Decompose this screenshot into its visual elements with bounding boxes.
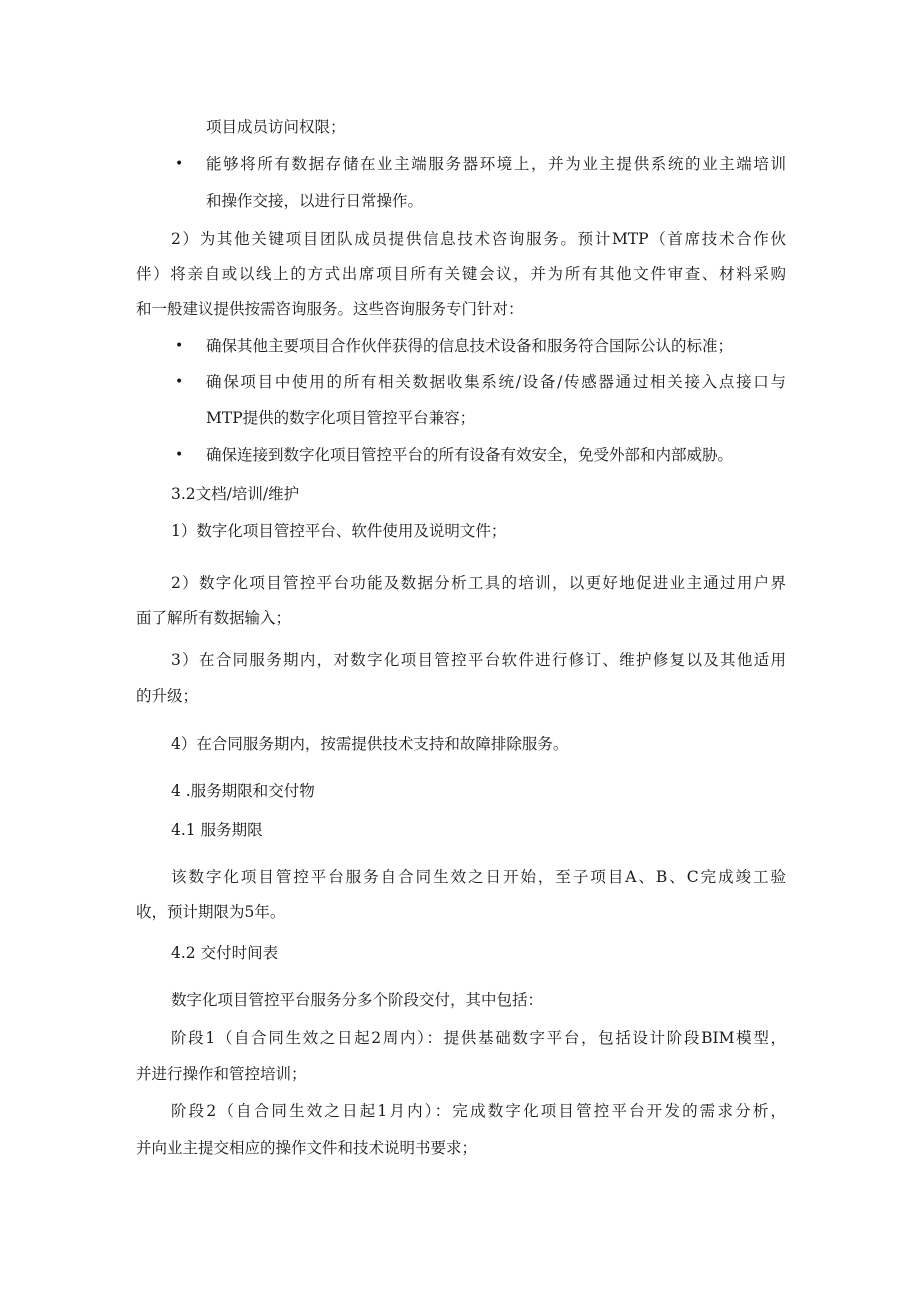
bullet-text-line: 确保其他主要项目合作伙伴获得的信息技术设备和服务符合国际公认的标准； — [206, 337, 734, 355]
bullet-text-line: MTP提供的数字化项目管控平台兼容； — [206, 409, 476, 427]
section-heading-4-1: 4.1 服务期限 — [171, 821, 263, 839]
phase-1-line: 阶段1（自合同生效之日起2周内）：提供基础数字平台，包括设计阶段BIM模型， — [171, 1029, 786, 1047]
deliverable-item-4: 4）在合同服务期内，按需提供技术支持和故障排除服务。 — [171, 735, 569, 753]
bullet-continuation-text: 项目成员访问权限； — [206, 118, 346, 136]
phase-1-line: 并进行操作和管控培训； — [136, 1065, 307, 1083]
deliverable-item-2-line: 2）数字化项目管控平台功能及数据分析工具的培训，以更好地促进业主通过用户界 — [171, 574, 786, 592]
bullet-marker: • — [175, 156, 184, 172]
deliverable-item-1: 1）数字化项目管控平台、软件使用及说明文件； — [171, 522, 507, 540]
section-heading-4: 4 .服务期限和交付物 — [171, 782, 315, 800]
deliverable-item-3-line: 的升级； — [136, 687, 199, 705]
bullet-text-line: 确保连接到数字化项目管控平台的所有设备有效安全，免受外部和内部威胁。 — [206, 446, 734, 464]
bullet-text-line: 确保项目中使用的所有相关数据收集系统/设备/传感器通过相关接入点接口与 — [206, 373, 786, 391]
deliverable-item-2-line: 面了解所有数据输入； — [136, 609, 292, 627]
schedule-intro: 数字化项目管控平台服务分多个阶段交付，其中包括： — [171, 991, 544, 1009]
bullet-marker: • — [175, 447, 184, 463]
paragraph-line: 2）为其他关键项目团队成员提供信息技术咨询服务。预计MTP（首席技术合作伙 — [171, 230, 786, 248]
bullet-text-line: 和操作交接，以进行日常操作。 — [206, 192, 424, 210]
paragraph-line: 伴）将亲自或以线上的方式出席项目所有关键会议，并为所有其他文件审查、材料采购 — [136, 265, 786, 283]
bullet-marker: • — [175, 338, 184, 354]
phase-2-line: 并向业主提交相应的操作文件和技术说明书要求； — [136, 1139, 478, 1157]
section-heading-3-2: 3.2文档/培训/维护 — [171, 485, 300, 503]
phase-2-line: 阶段2（自合同生效之日起1月内）：完成数字化项目管控平台开发的需求分析， — [171, 1102, 786, 1120]
bullet-marker: • — [175, 374, 184, 390]
service-term-line: 收，预计期限为5年。 — [136, 903, 286, 921]
service-term-line: 该数字化项目管控平台服务自合同生效之日开始，至子项目A、B、C完成竣工验 — [171, 868, 786, 886]
section-heading-4-2: 4.2 交付时间表 — [171, 944, 279, 962]
deliverable-item-3-line: 3）在合同服务期内，对数字化项目管控平台软件进行修订、维护修复以及其他适用 — [171, 651, 786, 669]
paragraph-line: 和一般建议提供按需咨询服务。这些咨询服务专门针对： — [136, 300, 524, 318]
bullet-text-line: 能够将所有数据存储在业主端服务器环境上，并为业主提供系统的业主端培训 — [206, 155, 786, 173]
